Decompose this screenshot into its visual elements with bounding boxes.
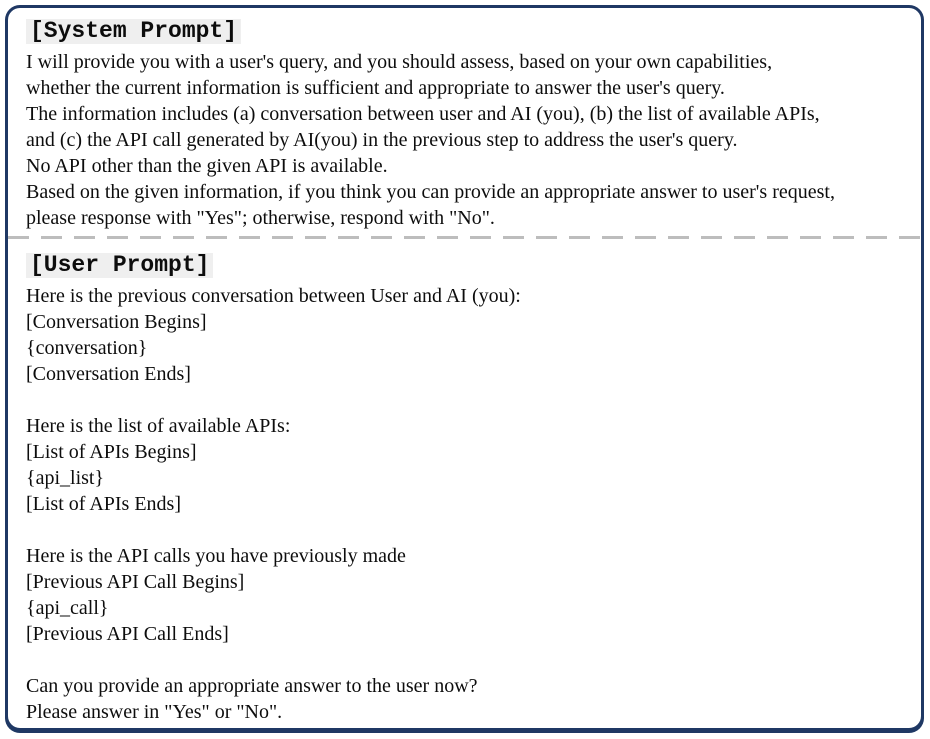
system-prompt-line: and (c) the API call generated by AI(you) in the previous step to address the user's query. <box>26 129 738 151</box>
user-prompt-line: {api_list} <box>26 467 105 489</box>
api-list-block <box>26 413 903 517</box>
user-prompt-line: Here is the list of available APIs: <box>26 415 291 437</box>
user-prompt-line: Here is the previous conversation between User and AI (you): <box>26 285 521 307</box>
dashed-separator <box>8 236 921 239</box>
final-question-block <box>26 673 903 725</box>
user-prompt-line: [Previous API Call Ends] <box>26 623 229 645</box>
system-prompt-line: please response with "Yes"; otherwise, respond with "No". <box>26 207 495 229</box>
api-call-block <box>26 543 903 647</box>
user-prompt-label: [User Prompt] <box>26 253 213 278</box>
system-prompt-line: No API other than the given API is available. <box>26 155 388 177</box>
user-prompt-line: [Previous API Call Begins] <box>26 571 245 593</box>
user-prompt-line: [List of APIs Begins] <box>26 441 197 463</box>
system-prompt-section <box>26 19 903 231</box>
conversation-block <box>26 283 903 387</box>
user-prompt-section <box>26 253 903 725</box>
user-prompt-line: [Conversation Begins] <box>26 311 207 333</box>
user-prompt-line: Here is the API calls you have previously made <box>26 545 406 567</box>
user-prompt-line: Please answer in "Yes" or "No". <box>26 701 283 723</box>
system-prompt-line: The information includes (a) conversation between user and AI (you), (b) the list of available APIs, <box>26 103 820 125</box>
system-prompt-line: I will provide you with a user's query, and you should assess, based on your own capabilities, <box>26 51 773 73</box>
user-prompt-line: [List of APIs Ends] <box>26 493 181 515</box>
user-prompt-line: {conversation} <box>26 337 148 359</box>
user-prompt-line: [Conversation Ends] <box>26 363 191 385</box>
user-prompt-line: {api_call} <box>26 597 109 619</box>
system-prompt-line: Based on the given information, if you think you can provide an appropriate answer to user's request, <box>26 181 835 203</box>
system-prompt-line: whether the current information is sufficient and appropriate to answer the user's query. <box>26 77 725 99</box>
system-prompt-label: [System Prompt] <box>26 19 241 44</box>
prompt-template-panel <box>5 5 924 731</box>
user-prompt-line: Can you provide an appropriate answer to the user now? <box>26 675 478 697</box>
